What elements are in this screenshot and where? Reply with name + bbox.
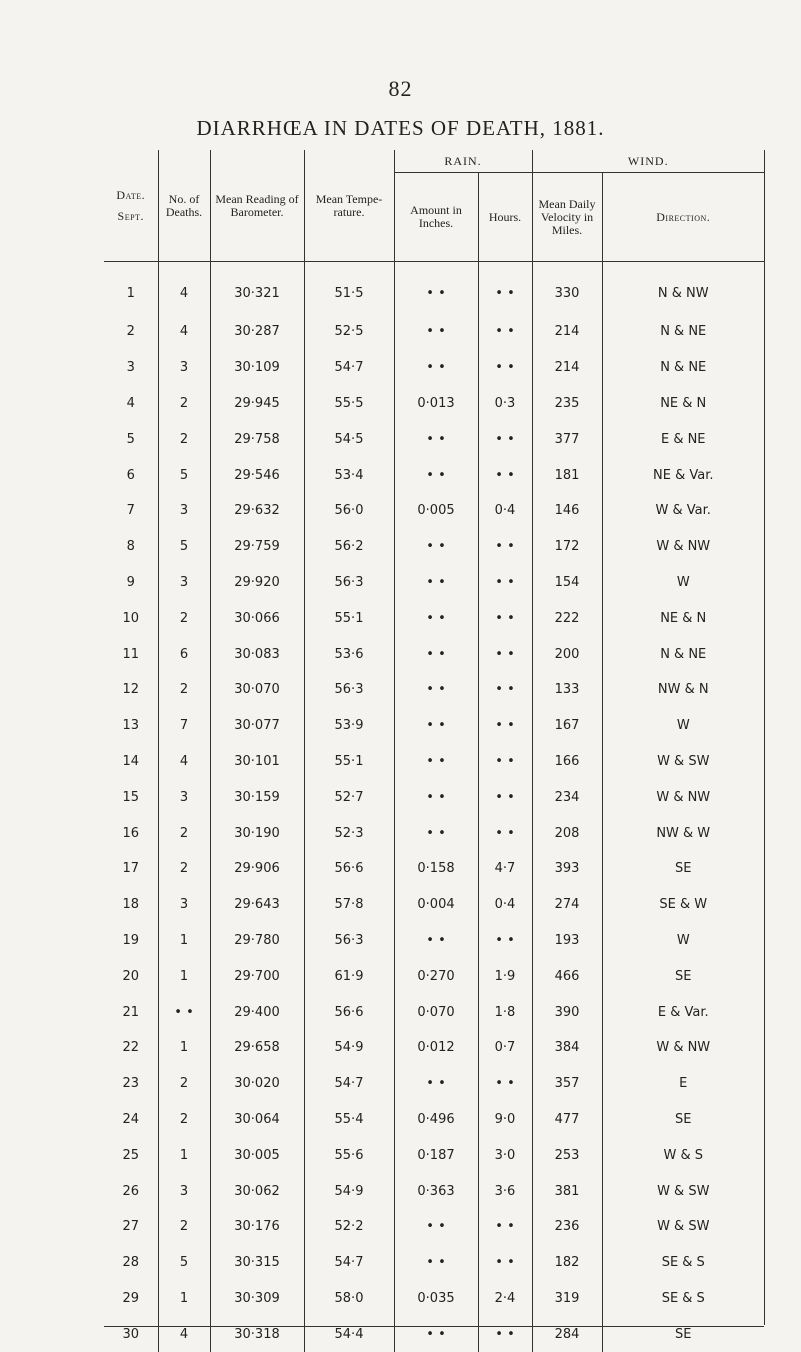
cell-deaths: 3 <box>158 493 210 529</box>
table-row <box>104 1245 764 1281</box>
table-row <box>104 386 764 422</box>
cell-rain-hours: 0·4 <box>478 493 532 529</box>
table-row <box>104 493 764 529</box>
cell-temperature: 53·6 <box>304 636 394 672</box>
cell-deaths: 4 <box>158 262 210 315</box>
table-row <box>104 636 764 672</box>
cell-temperature: 55·1 <box>304 744 394 780</box>
cell-wind-direction: N & NE <box>602 350 764 386</box>
cell-barometer: 30·005 <box>210 1137 304 1173</box>
cell-date: 18 <box>104 887 158 923</box>
cell-rain-hours: • • <box>478 1209 532 1245</box>
cell-deaths: 4 <box>158 1316 210 1352</box>
header-date-line2: Sept. <box>106 210 156 223</box>
cell-deaths: 2 <box>158 600 210 636</box>
cell-rain-hours: 4·7 <box>478 851 532 887</box>
cell-barometer: 30·064 <box>210 1102 304 1138</box>
cell-rain-hours: • • <box>478 779 532 815</box>
cell-date: 4 <box>104 386 158 422</box>
cell-wind-direction: SE <box>602 958 764 994</box>
table-row <box>104 1316 764 1352</box>
cell-barometer: 30·020 <box>210 1066 304 1102</box>
cell-date: 27 <box>104 1209 158 1245</box>
cell-date: 24 <box>104 1102 158 1138</box>
cell-wind-direction: W <box>602 565 764 601</box>
cell-barometer: 30·062 <box>210 1173 304 1209</box>
table-row <box>104 314 764 350</box>
cell-wind-velocity: 208 <box>532 815 602 851</box>
table-right-border <box>764 150 765 1325</box>
cell-wind-velocity: 172 <box>532 529 602 565</box>
cell-rain-hours: • • <box>478 600 532 636</box>
cell-deaths: 1 <box>158 958 210 994</box>
cell-rain-amount: • • <box>394 1316 478 1352</box>
cell-rain-amount: • • <box>394 1209 478 1245</box>
cell-rain-amount: • • <box>394 708 478 744</box>
cell-rain-amount: • • <box>394 565 478 601</box>
cell-wind-velocity: 154 <box>532 565 602 601</box>
cell-rain-amount: • • <box>394 262 478 315</box>
cell-wind-direction: N & NE <box>602 636 764 672</box>
cell-wind-direction: E & Var. <box>602 994 764 1030</box>
cell-wind-velocity: 166 <box>532 744 602 780</box>
cell-temperature: 56·3 <box>304 923 394 959</box>
table-row <box>104 672 764 708</box>
table-row <box>104 1173 764 1209</box>
cell-barometer: 29·546 <box>210 457 304 493</box>
header-deaths: No. of Deaths. <box>158 150 210 262</box>
cell-deaths: 3 <box>158 779 210 815</box>
cell-temperature: 53·4 <box>304 457 394 493</box>
cell-wind-direction: W & NW <box>602 779 764 815</box>
cell-deaths: 2 <box>158 421 210 457</box>
cell-wind-direction: N & NE <box>602 314 764 350</box>
cell-barometer: 29·780 <box>210 923 304 959</box>
cell-rain-hours: • • <box>478 672 532 708</box>
cell-temperature: 52·5 <box>304 314 394 350</box>
header-barometer: Mean Reading of Barometer. <box>210 150 304 262</box>
cell-date: 5 <box>104 421 158 457</box>
cell-rain-amount: 0·013 <box>394 386 478 422</box>
header-rain-hours: Hours. <box>478 173 532 262</box>
cell-wind-direction: SE & W <box>602 887 764 923</box>
cell-deaths: 2 <box>158 815 210 851</box>
cell-wind-velocity: 133 <box>532 672 602 708</box>
cell-barometer: 29·700 <box>210 958 304 994</box>
cell-deaths: • • <box>158 994 210 1030</box>
cell-temperature: 56·0 <box>304 493 394 529</box>
cell-temperature: 56·2 <box>304 529 394 565</box>
cell-temperature: 54·9 <box>304 1030 394 1066</box>
cell-rain-amount: • • <box>394 1245 478 1281</box>
page-number: 82 <box>0 76 801 102</box>
cell-rain-hours: • • <box>478 815 532 851</box>
cell-wind-direction: N & NW <box>602 262 764 315</box>
cell-rain-amount: 0·070 <box>394 994 478 1030</box>
cell-rain-hours: • • <box>478 1245 532 1281</box>
cell-temperature: 56·6 <box>304 851 394 887</box>
page-title: DIARRHŒA IN DATES OF DEATH, 1881. <box>0 116 801 141</box>
table-row <box>104 1066 764 1102</box>
cell-rain-amount: 0·035 <box>394 1281 478 1317</box>
cell-date: 30 <box>104 1316 158 1352</box>
cell-barometer: 29·906 <box>210 851 304 887</box>
cell-temperature: 52·7 <box>304 779 394 815</box>
cell-barometer: 30·083 <box>210 636 304 672</box>
cell-date: 26 <box>104 1173 158 1209</box>
cell-wind-velocity: 182 <box>532 1245 602 1281</box>
cell-rain-amount: • • <box>394 457 478 493</box>
cell-rain-hours: • • <box>478 350 532 386</box>
cell-date: 8 <box>104 529 158 565</box>
cell-temperature: 54·7 <box>304 350 394 386</box>
header-date <box>104 150 158 262</box>
cell-temperature: 55·1 <box>304 600 394 636</box>
cell-wind-velocity: 377 <box>532 421 602 457</box>
cell-rain-amount: 0·496 <box>394 1102 478 1138</box>
cell-wind-velocity: 193 <box>532 923 602 959</box>
cell-wind-velocity: 330 <box>532 262 602 315</box>
cell-barometer: 29·945 <box>210 386 304 422</box>
cell-temperature: 51·5 <box>304 262 394 315</box>
cell-wind-direction: NE & N <box>602 600 764 636</box>
cell-wind-direction: W & SW <box>602 1209 764 1245</box>
cell-wind-direction: W & SW <box>602 1173 764 1209</box>
cell-deaths: 2 <box>158 1066 210 1102</box>
cell-rain-hours: 1·9 <box>478 958 532 994</box>
cell-date: 3 <box>104 350 158 386</box>
cell-barometer: 29·759 <box>210 529 304 565</box>
cell-rain-amount: • • <box>394 779 478 815</box>
cell-rain-amount: • • <box>394 923 478 959</box>
cell-rain-hours: • • <box>478 529 532 565</box>
cell-deaths: 3 <box>158 1173 210 1209</box>
table-body <box>104 262 764 1352</box>
cell-wind-velocity: 167 <box>532 708 602 744</box>
cell-deaths: 1 <box>158 1137 210 1173</box>
cell-wind-direction: SE <box>602 1102 764 1138</box>
cell-deaths: 1 <box>158 1281 210 1317</box>
cell-barometer: 29·658 <box>210 1030 304 1066</box>
cell-rain-amount: • • <box>394 350 478 386</box>
cell-date: 1 <box>104 262 158 315</box>
header-temperature: Mean Tempe- rature. <box>304 150 394 262</box>
cell-wind-velocity: 234 <box>532 779 602 815</box>
cell-date: 22 <box>104 1030 158 1066</box>
cell-wind-direction: NE & N <box>602 386 764 422</box>
cell-barometer: 30·066 <box>210 600 304 636</box>
cell-barometer: 30·176 <box>210 1209 304 1245</box>
table-row <box>104 887 764 923</box>
cell-rain-amount: • • <box>394 421 478 457</box>
cell-wind-direction: W & Var. <box>602 493 764 529</box>
table-row <box>104 529 764 565</box>
cell-rain-hours: • • <box>478 262 532 315</box>
cell-rain-amount: • • <box>394 1066 478 1102</box>
cell-date: 20 <box>104 958 158 994</box>
cell-rain-hours: • • <box>478 457 532 493</box>
cell-deaths: 1 <box>158 1030 210 1066</box>
table-row <box>104 779 764 815</box>
table-row <box>104 262 764 315</box>
cell-barometer: 30·309 <box>210 1281 304 1317</box>
cell-rain-hours: • • <box>478 923 532 959</box>
cell-wind-velocity: 319 <box>532 1281 602 1317</box>
cell-date: 21 <box>104 994 158 1030</box>
cell-wind-direction: W & S <box>602 1137 764 1173</box>
header-wind-group: WIND. <box>532 150 764 173</box>
cell-wind-velocity: 146 <box>532 493 602 529</box>
cell-deaths: 5 <box>158 529 210 565</box>
cell-deaths: 2 <box>158 672 210 708</box>
cell-wind-direction: W & SW <box>602 744 764 780</box>
cell-wind-direction: E & NE <box>602 421 764 457</box>
cell-wind-direction: NW & W <box>602 815 764 851</box>
cell-wind-velocity: 214 <box>532 314 602 350</box>
cell-temperature: 52·2 <box>304 1209 394 1245</box>
cell-date: 12 <box>104 672 158 708</box>
cell-rain-amount: 0·012 <box>394 1030 478 1066</box>
header-rain-group: RAIN. <box>394 150 532 173</box>
cell-temperature: 54·4 <box>304 1316 394 1352</box>
cell-wind-velocity: 181 <box>532 457 602 493</box>
cell-wind-velocity: 381 <box>532 1173 602 1209</box>
table-row <box>104 600 764 636</box>
cell-date: 23 <box>104 1066 158 1102</box>
cell-temperature: 54·5 <box>304 421 394 457</box>
cell-wind-velocity: 477 <box>532 1102 602 1138</box>
cell-rain-hours: 0·4 <box>478 887 532 923</box>
cell-rain-hours: • • <box>478 1066 532 1102</box>
cell-deaths: 3 <box>158 887 210 923</box>
header-date-line1: Date. <box>106 189 156 202</box>
cell-wind-direction: W & NW <box>602 529 764 565</box>
cell-rain-hours: 1·8 <box>478 994 532 1030</box>
cell-barometer: 30·315 <box>210 1245 304 1281</box>
cell-temperature: 56·3 <box>304 565 394 601</box>
cell-date: 10 <box>104 600 158 636</box>
table-row <box>104 421 764 457</box>
cell-barometer: 30·318 <box>210 1316 304 1352</box>
cell-wind-direction: SE <box>602 851 764 887</box>
cell-date: 2 <box>104 314 158 350</box>
cell-barometer: 29·643 <box>210 887 304 923</box>
table-row <box>104 958 764 994</box>
cell-deaths: 5 <box>158 457 210 493</box>
cell-barometer: 29·758 <box>210 421 304 457</box>
table-row <box>104 1030 764 1066</box>
cell-rain-amount: • • <box>394 815 478 851</box>
cell-temperature: 52·3 <box>304 815 394 851</box>
cell-deaths: 2 <box>158 851 210 887</box>
cell-temperature: 56·3 <box>304 672 394 708</box>
cell-barometer: 29·920 <box>210 565 304 601</box>
cell-date: 11 <box>104 636 158 672</box>
cell-date: 7 <box>104 493 158 529</box>
table-row <box>104 1281 764 1317</box>
table-row <box>104 1102 764 1138</box>
cell-deaths: 1 <box>158 923 210 959</box>
cell-rain-hours: 9·0 <box>478 1102 532 1138</box>
cell-rain-amount: • • <box>394 744 478 780</box>
cell-temperature: 56·6 <box>304 994 394 1030</box>
table-bottom-border <box>104 1326 764 1327</box>
cell-rain-amount: • • <box>394 529 478 565</box>
cell-barometer: 30·070 <box>210 672 304 708</box>
cell-deaths: 3 <box>158 565 210 601</box>
cell-wind-velocity: 284 <box>532 1316 602 1352</box>
cell-barometer: 30·109 <box>210 350 304 386</box>
table-row <box>104 1137 764 1173</box>
cell-temperature: 55·6 <box>304 1137 394 1173</box>
cell-wind-direction: SE <box>602 1316 764 1352</box>
cell-wind-direction: W <box>602 708 764 744</box>
cell-barometer: 29·400 <box>210 994 304 1030</box>
cell-date: 13 <box>104 708 158 744</box>
cell-deaths: 4 <box>158 744 210 780</box>
header-wind-direction: Direction. <box>602 173 764 262</box>
cell-wind-direction: NW & N <box>602 672 764 708</box>
cell-rain-amount: 0·270 <box>394 958 478 994</box>
cell-wind-velocity: 236 <box>532 1209 602 1245</box>
cell-wind-velocity: 390 <box>532 994 602 1030</box>
table-row <box>104 1209 764 1245</box>
cell-deaths: 6 <box>158 636 210 672</box>
cell-deaths: 2 <box>158 386 210 422</box>
cell-barometer: 30·101 <box>210 744 304 780</box>
cell-barometer: 30·077 <box>210 708 304 744</box>
cell-rain-hours: • • <box>478 708 532 744</box>
cell-wind-direction: NE & Var. <box>602 457 764 493</box>
cell-temperature: 57·8 <box>304 887 394 923</box>
table-row <box>104 708 764 744</box>
cell-rain-hours: 0·3 <box>478 386 532 422</box>
cell-date: 28 <box>104 1245 158 1281</box>
cell-rain-hours: • • <box>478 636 532 672</box>
table-row <box>104 350 764 386</box>
cell-temperature: 61·9 <box>304 958 394 994</box>
cell-deaths: 3 <box>158 350 210 386</box>
cell-rain-hours: • • <box>478 421 532 457</box>
header-wind-velocity: Mean Daily Velocity in Miles. <box>532 173 602 262</box>
cell-temperature: 54·7 <box>304 1245 394 1281</box>
table-row <box>104 457 764 493</box>
cell-rain-hours: 3·0 <box>478 1137 532 1173</box>
cell-rain-amount: 0·004 <box>394 887 478 923</box>
cell-wind-velocity: 393 <box>532 851 602 887</box>
cell-deaths: 5 <box>158 1245 210 1281</box>
cell-barometer: 29·632 <box>210 493 304 529</box>
cell-wind-velocity: 274 <box>532 887 602 923</box>
cell-rain-hours: • • <box>478 1316 532 1352</box>
cell-rain-hours: • • <box>478 565 532 601</box>
cell-wind-velocity: 200 <box>532 636 602 672</box>
cell-temperature: 55·5 <box>304 386 394 422</box>
cell-deaths: 2 <box>158 1209 210 1245</box>
table-row <box>104 815 764 851</box>
cell-date: 15 <box>104 779 158 815</box>
cell-wind-velocity: 253 <box>532 1137 602 1173</box>
cell-date: 9 <box>104 565 158 601</box>
cell-date: 17 <box>104 851 158 887</box>
cell-wind-velocity: 214 <box>532 350 602 386</box>
cell-date: 6 <box>104 457 158 493</box>
table-row <box>104 923 764 959</box>
cell-rain-hours: • • <box>478 314 532 350</box>
cell-wind-velocity: 466 <box>532 958 602 994</box>
cell-temperature: 55·4 <box>304 1102 394 1138</box>
table-row <box>104 744 764 780</box>
diarrhoea-table <box>104 150 764 1352</box>
cell-deaths: 4 <box>158 314 210 350</box>
cell-wind-direction: E <box>602 1066 764 1102</box>
cell-rain-hours: 2·4 <box>478 1281 532 1317</box>
cell-date: 14 <box>104 744 158 780</box>
table-row <box>104 565 764 601</box>
cell-rain-amount: 0·005 <box>394 493 478 529</box>
cell-rain-amount: 0·363 <box>394 1173 478 1209</box>
cell-rain-amount: • • <box>394 314 478 350</box>
cell-temperature: 58·0 <box>304 1281 394 1317</box>
cell-barometer: 30·321 <box>210 262 304 315</box>
cell-wind-direction: SE & S <box>602 1281 764 1317</box>
cell-barometer: 30·159 <box>210 779 304 815</box>
cell-date: 16 <box>104 815 158 851</box>
cell-rain-amount: 0·158 <box>394 851 478 887</box>
table-row <box>104 851 764 887</box>
cell-deaths: 7 <box>158 708 210 744</box>
cell-wind-direction: W & NW <box>602 1030 764 1066</box>
cell-temperature: 53·9 <box>304 708 394 744</box>
cell-rain-hours: 0·7 <box>478 1030 532 1066</box>
cell-wind-direction: SE & S <box>602 1245 764 1281</box>
cell-rain-amount: • • <box>394 636 478 672</box>
cell-barometer: 30·287 <box>210 314 304 350</box>
cell-rain-hours: • • <box>478 744 532 780</box>
cell-rain-amount: • • <box>394 600 478 636</box>
cell-wind-velocity: 235 <box>532 386 602 422</box>
cell-temperature: 54·9 <box>304 1173 394 1209</box>
cell-temperature: 54·7 <box>304 1066 394 1102</box>
cell-wind-velocity: 384 <box>532 1030 602 1066</box>
cell-date: 19 <box>104 923 158 959</box>
cell-rain-amount: 0·187 <box>394 1137 478 1173</box>
header-rain-amount: Amount in Inches. <box>394 173 478 262</box>
cell-rain-amount: • • <box>394 672 478 708</box>
cell-wind-velocity: 222 <box>532 600 602 636</box>
cell-wind-velocity: 357 <box>532 1066 602 1102</box>
cell-date: 29 <box>104 1281 158 1317</box>
cell-wind-direction: W <box>602 923 764 959</box>
cell-rain-hours: 3·6 <box>478 1173 532 1209</box>
table-row <box>104 994 764 1030</box>
cell-date: 25 <box>104 1137 158 1173</box>
cell-deaths: 2 <box>158 1102 210 1138</box>
cell-barometer: 30·190 <box>210 815 304 851</box>
